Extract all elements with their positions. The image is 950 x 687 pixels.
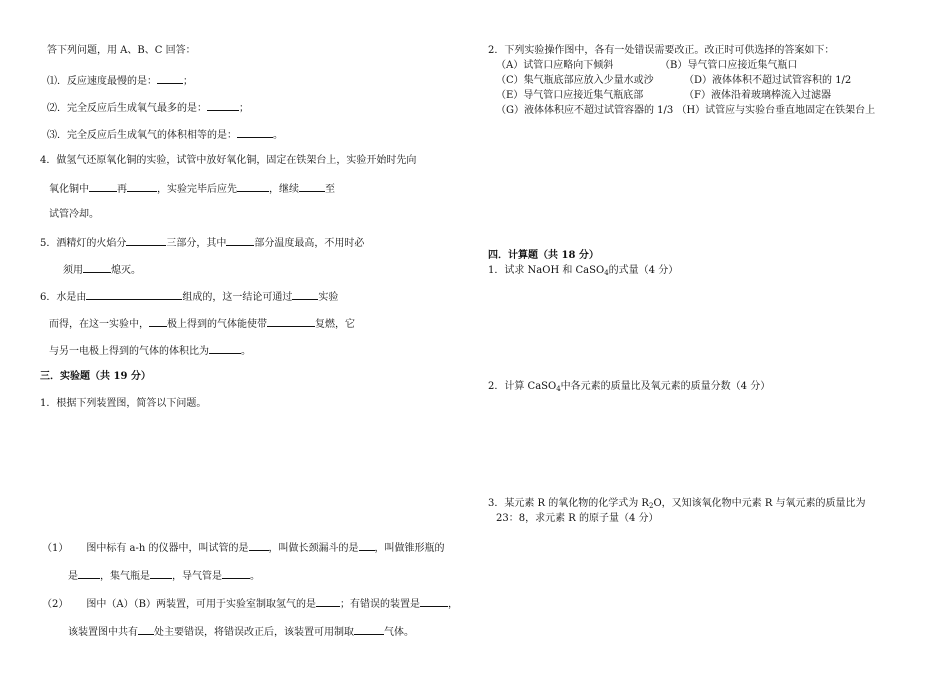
answer-blank[interactable]: [316, 596, 340, 607]
answer-blank[interactable]: [237, 181, 269, 192]
answer-blank[interactable]: [149, 316, 167, 327]
q5-text-e: 熄灭。: [111, 265, 141, 276]
calc-question-2: [488, 380, 770, 396]
section-3-heading: 三．实验题（共 19 分）: [40, 371, 151, 382]
question-5-line-1: [40, 235, 364, 251]
q6-text-f: 复燃，它: [315, 319, 355, 330]
intro-text: 答下列问题，用 A、B、C 回答：: [47, 45, 196, 56]
sub2-text-c: ，: [447, 599, 458, 610]
sub1-text-f: ，导气管是: [172, 571, 222, 582]
answer-blank[interactable]: [157, 73, 183, 84]
answer-blank[interactable]: [267, 316, 315, 327]
q5-text-c: 部分温度最高，不用时必: [254, 238, 365, 249]
answer-blank[interactable]: [354, 624, 384, 635]
calc-question-3-line-2: 23：8，求元素 R 的原子量（4 分）: [496, 513, 659, 524]
question-6-line-1: [40, 289, 338, 305]
option-b: （B）导气管口应接近集气瓶口: [660, 60, 798, 71]
question-6-line-3: [49, 343, 251, 359]
option-c: （C）集气瓶底部应放入少量水或沙: [496, 75, 654, 86]
question-4-line-3: 试管冷却。: [49, 209, 99, 220]
q5-text-a: 5．酒精灯的火焰分: [40, 238, 127, 249]
calc1-subscript: 4: [604, 269, 609, 277]
answer-blank[interactable]: [138, 624, 154, 635]
punct: ；: [183, 76, 193, 87]
experiment-2-prompt: 2．下列实验操作图中，各有一处错误需要改正。改正时可供选择的答案如下：: [488, 45, 835, 56]
answer-blank[interactable]: [207, 100, 239, 111]
sub-question-2-line-2: [68, 624, 414, 640]
q5-text-b: 三部分，其中: [166, 238, 227, 249]
sub2-text-b: ；有错误的装置是: [339, 599, 420, 610]
sub-question-2-number: （2）: [42, 599, 69, 610]
sub2-text-f: 气体。: [384, 627, 414, 638]
option-e: （E）导气管口应接近集气瓶底部: [496, 90, 644, 101]
calc1-tail: 的式量（4 分）: [608, 265, 679, 276]
answer-blank[interactable]: [126, 235, 166, 246]
question-3: [47, 127, 283, 143]
punct: ；: [239, 103, 249, 114]
calc-question-1: [488, 264, 678, 280]
question-3-text: ⑶．完全反应后生成氧气的体积相等的是：: [47, 130, 237, 141]
answer-blank[interactable]: [150, 568, 172, 579]
q6-text-g: 与另一电极上得到的气体的体积比为: [49, 346, 209, 357]
sub1-text-c: ，叫做锥形瓶的: [374, 543, 445, 554]
q6-text-d: 而得，在这一实验中，: [49, 319, 149, 330]
answer-blank[interactable]: [86, 289, 182, 300]
option-d: （D）液体体积不超过试管容积的 1/2: [684, 75, 852, 86]
q6-text-h: 。: [241, 346, 251, 357]
sub1-text-b: ，叫做长颈漏斗的是: [268, 543, 359, 554]
section-4-heading: 四．计算题（共 18 分）: [488, 250, 599, 261]
answer-blank[interactable]: [89, 181, 117, 192]
sub-question-1-number: （1）: [42, 543, 69, 554]
question-1-text: ⑴．反应速度最慢的是：: [47, 76, 157, 87]
calc1-text: 1．试求 NaOH 和 CaSO: [488, 265, 605, 276]
option-a: （A）试管口应略向下倾斜: [496, 60, 614, 71]
q4-text-c: ，实验完毕后应先: [157, 184, 237, 195]
option-f: （F）液体沿着玻璃棒流入过滤器: [684, 90, 831, 101]
q4-text-b: 再: [117, 184, 127, 195]
question-1: [47, 73, 193, 89]
q6-text-b: 组成的，这一结论可通过: [182, 292, 293, 303]
q4-text-d: ，继续: [269, 184, 299, 195]
q5-text-d: 须用: [63, 265, 83, 276]
answer-blank[interactable]: [359, 540, 375, 551]
answer-blank[interactable]: [420, 596, 448, 607]
question-2-text: ⑵．完全反应后生成氧气最多的是：: [47, 103, 207, 114]
question-4-line-1: 4．做氢气还原氧化铜的实验，试管中放好氧化铜，固定在铁架台上，实验开始时先向: [40, 155, 417, 166]
question-5-line-2: [63, 262, 141, 278]
sub1-text-a: 图中标有 a-h 的仪器中，叫试管的是: [86, 543, 249, 554]
calc2-tail: 中各元素的质量比及氧元素的质量分数（4 分）: [560, 381, 771, 392]
q6-text-c: 实验: [318, 292, 339, 303]
answer-blank[interactable]: [78, 568, 100, 579]
calc2-text: 2．计算 CaSO: [488, 381, 557, 392]
answer-blank[interactable]: [83, 262, 111, 273]
answer-blank[interactable]: [226, 235, 254, 246]
sub1-text-g: 。: [250, 571, 260, 582]
q6-text-a: 6．水是由: [40, 292, 87, 303]
calc3-subscript: 2: [648, 502, 654, 510]
answer-blank[interactable]: [222, 568, 250, 579]
question-4-line-2: [49, 181, 335, 197]
sub1-text-e: ，集气瓶是: [100, 571, 150, 582]
sub2-text-d: 该装置图中共有: [68, 627, 138, 638]
sub-question-2-line-1: [42, 596, 458, 612]
sub2-text-e: 处主要错误，将错误改正后，该装置可用制取: [154, 627, 354, 638]
calc3-text-b: O，又知该氧化物中元素 R 与氧元素的质量比为: [653, 498, 866, 509]
punct: 。: [273, 130, 283, 141]
calc3-text-a: 3．某元素 R 的氧化物的化学式为 R: [488, 498, 649, 509]
answer-blank[interactable]: [209, 343, 241, 354]
question-2: [47, 100, 249, 116]
q4-text-a: 氧化铜中: [49, 184, 89, 195]
sub-question-1-line-1: [42, 540, 445, 556]
question-6-line-2: [49, 316, 355, 332]
answer-blank[interactable]: [127, 181, 157, 192]
answer-blank[interactable]: [249, 540, 269, 551]
sub2-text-a: 图中（A）（B）两装置，可用于实验室制取氢气的是: [86, 599, 316, 610]
calc-question-3-line-1: [488, 497, 866, 513]
answer-blank[interactable]: [299, 181, 325, 192]
q6-text-e: 极上得到的气体能使带: [167, 319, 267, 330]
sub1-text-d: 是: [68, 571, 78, 582]
option-g-h: （G）液体体积应不超过试管容器的 1/3 （H）试管应与实验台垂直地固定在铁架台上: [496, 105, 876, 116]
sub-question-1-line-2: [68, 568, 260, 584]
answer-blank[interactable]: [237, 127, 273, 138]
calc2-subscript: 4: [556, 385, 561, 393]
experiment-1-prompt: 1．根据下列装置图，简答以下问题。: [40, 398, 207, 409]
answer-blank[interactable]: [292, 289, 318, 300]
q4-text-e: 至: [325, 184, 335, 195]
